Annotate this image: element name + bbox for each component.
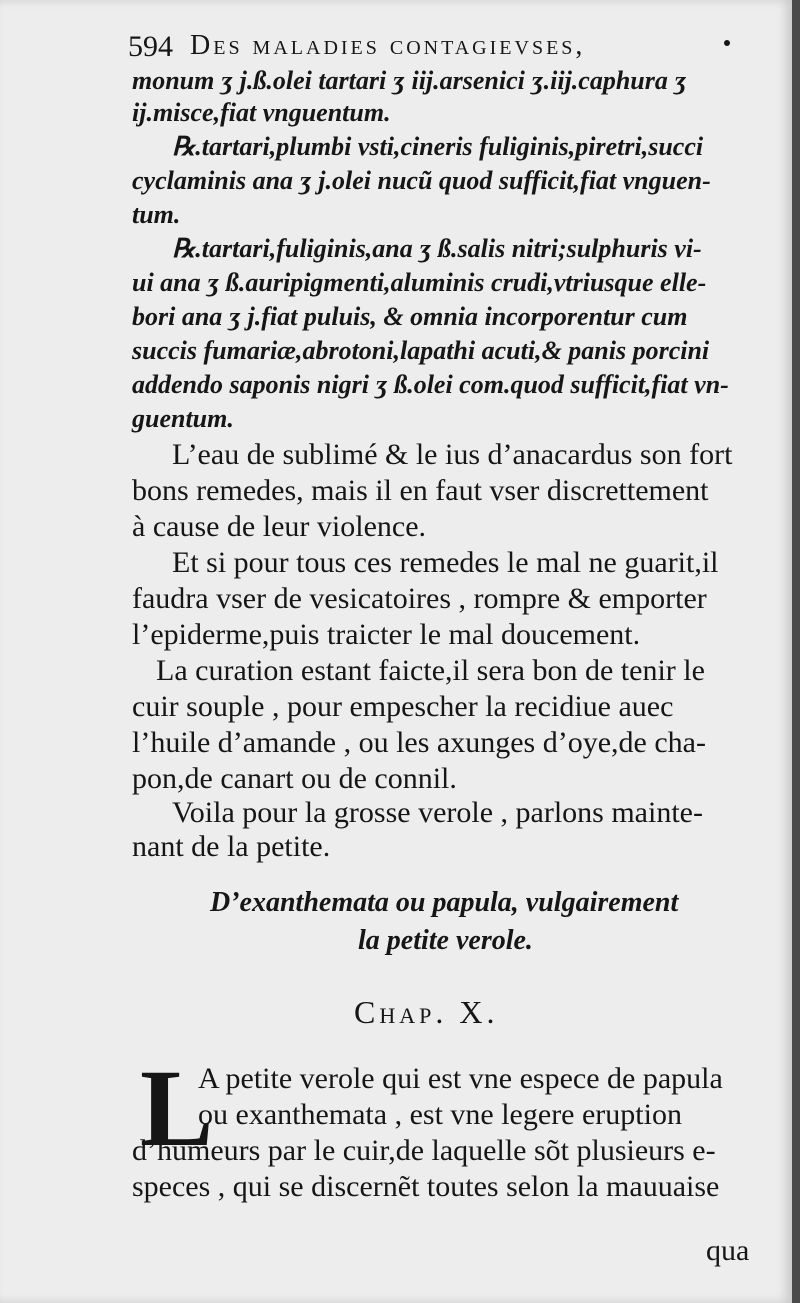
- recipe-line: monum ʒ j.ß.olei tartari ʒ iij.arsenici ʒ.iij.caphura ʒ: [132, 66, 687, 95]
- text-line: Et si pour tous ces remedes le mal ne guarit,il: [172, 546, 719, 579]
- page-header: [128, 26, 768, 66]
- recipe-line: tum.: [132, 200, 181, 229]
- text-line: faudra vser de vesicatoires , rompre & emporter: [132, 582, 707, 615]
- recipe-line: bori ana ʒ j.fiat puluis, & omnia incorporentur cum: [132, 302, 688, 331]
- text-line: pon,de canart ou de connil.: [132, 762, 457, 795]
- printer-mark: [724, 40, 730, 46]
- recipe-line: cyclaminis ana ʒ j.olei nucũ quod sufficit,fiat vnguen-: [132, 166, 711, 195]
- text-line: La curation estant faicte,il sera bon de tenir le: [156, 654, 705, 687]
- text-line: cuir souple , pour empescher la recidiue auec: [132, 690, 674, 723]
- recipe-line: addendo saponis nigri ʒ ß.olei com.quod sufficit,fiat vn-: [132, 370, 729, 399]
- recipe-line: ui ana ʒ ß.auripigmenti,aluminis crudi,vtriusque elle-: [132, 268, 707, 297]
- catchword: qua: [706, 1234, 750, 1267]
- text-line: bons remedes, mais il en faut vser discrettement: [132, 474, 709, 507]
- text-line: l’huile d’amande , ou les axunges d’oye,de cha-: [132, 726, 706, 759]
- recipe-line: ℞.tartari,fuliginis,ana ʒ ß.salis nitri;sulphuris vi-: [172, 234, 702, 263]
- drop-cap: L: [140, 1047, 214, 1169]
- page-number: 594: [128, 30, 173, 63]
- text-line: d’humeurs par le cuir,de laquelle sõt plusieurs e-: [132, 1134, 716, 1167]
- text-line: A petite verole qui est vne espece de papula: [198, 1062, 723, 1095]
- recipe-line: succis fumariæ,abrotoni,lapathi acuti,& panis porcini: [132, 336, 710, 365]
- running-title: Des maladies contagievses,: [190, 30, 586, 61]
- text-line: ou exanthemata , est vne legere eruption: [198, 1098, 682, 1131]
- recipe-line: ij.misce,fiat vnguentum.: [132, 98, 391, 127]
- text-line: speces , qui se discernẽt toutes selon la mauuaise: [132, 1170, 720, 1203]
- text-line: Voila pour la grosse verole , parlons mainte-: [172, 796, 703, 829]
- page-edge-shadow: [792, 0, 800, 1303]
- section-subtitle: D’exanthemata ou papula, vulgairement: [210, 887, 679, 918]
- text-line: L’eau de sublimé & le ius d’anacardus son fort: [172, 438, 733, 471]
- text-line: à cause de leur violence.: [132, 510, 427, 543]
- recipe-line: ℞.tartari,plumbi vsti,cineris fuliginis,piretri,succi: [172, 132, 704, 161]
- section-subtitle: la petite verole.: [358, 925, 533, 956]
- text-line: l’epiderme,puis traicter le mal doucement.: [132, 618, 641, 651]
- text-line: nant de la petite.: [132, 830, 331, 863]
- chapter-heading: Chap. X.: [354, 994, 499, 1030]
- recipe-line: guentum.: [132, 404, 234, 433]
